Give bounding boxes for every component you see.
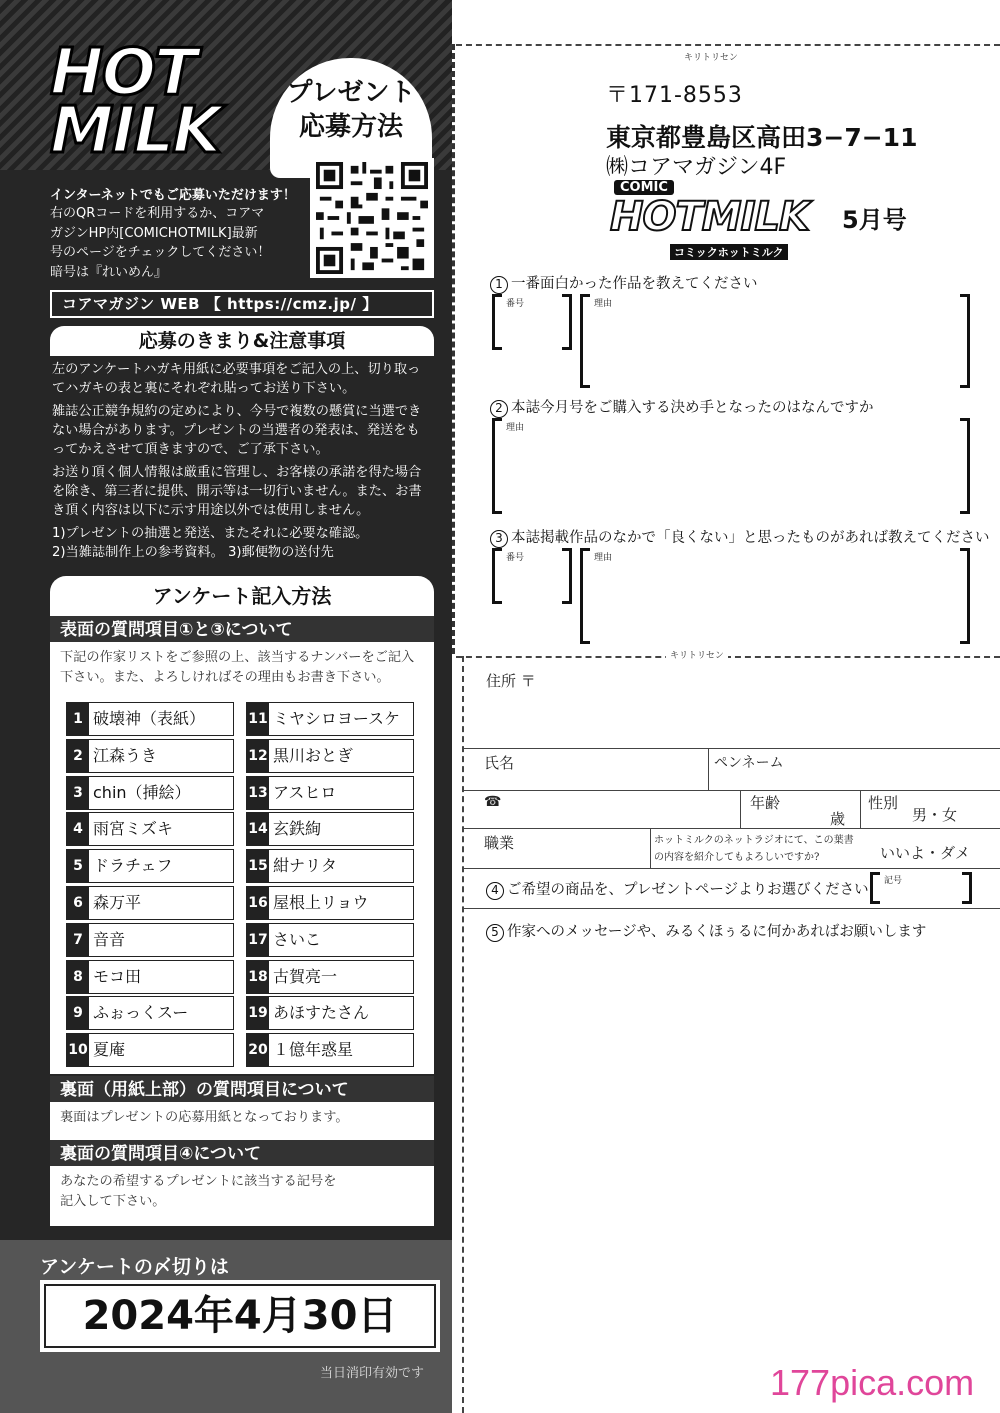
author-list-item <box>66 996 234 1030</box>
rule-use-2: 2)当雑誌制作上の参考資料。 3)郵便物の送付先 <box>52 545 334 560</box>
author-number: 12 <box>247 740 269 772</box>
rule-paragraph: 左のアンケートハガキ用紙に必要事項をご記入の上、切り取ってハガキの表と裏にそれぞれ貼ってお送り下さい。 <box>52 362 421 396</box>
penname-label: ペンネーム <box>714 755 784 771</box>
author-name: １億年惑星 <box>273 1040 354 1060</box>
job-field[interactable] <box>462 828 650 868</box>
author-number: 9 <box>67 997 89 1029</box>
cut-label-top: キリトリセン <box>680 50 742 63</box>
section-back-top-title: 裏面（用紙上部）の質問項目について <box>50 1076 434 1104</box>
radio-permission-options[interactable]: いいよ・ダメ <box>880 844 971 862</box>
author-number: 7 <box>67 924 89 956</box>
author-list-item <box>66 1033 234 1067</box>
q3-reason-field[interactable] <box>580 548 970 644</box>
author-name: アスヒロ <box>273 782 337 802</box>
form-divider <box>860 790 861 828</box>
name-field[interactable] <box>462 748 708 790</box>
phone-field[interactable] <box>462 790 740 828</box>
author-name: 夏庵 <box>93 1040 126 1060</box>
author-name: 江森うき <box>93 745 158 765</box>
author-number: 1 <box>67 703 89 735</box>
author-number: 15 <box>247 850 269 882</box>
qr-code-graphic <box>314 162 430 274</box>
author-number: 20 <box>247 1034 269 1066</box>
sex-label: 性別 <box>868 794 899 812</box>
author-name: ドラチェフ <box>93 856 173 876</box>
name-label: 氏名 <box>484 754 515 772</box>
author-list-item <box>246 1033 414 1067</box>
deadline-note: 当日消印有効です <box>320 1366 425 1381</box>
address-line-1: 東京都豊島区高田3−7−11 <box>606 123 918 152</box>
author-list-item <box>66 739 234 773</box>
age-label: 年齢 <box>750 794 781 812</box>
author-name: あほすたさん <box>273 1003 370 1023</box>
question-5: 5 作家へのメッセージや、みるくほぅるに何かあればお願いします <box>486 920 926 942</box>
author-list-item <box>246 702 414 736</box>
author-name: ミヤシロヨースケ <box>273 709 401 728</box>
author-name: ふぉっくスー <box>93 1003 189 1023</box>
present-title: プレゼント 応募方法 <box>270 58 432 178</box>
qr-code[interactable] <box>310 158 434 278</box>
form-divider <box>462 908 1000 909</box>
section-front-questions-title: 表面の質問項目①と③について <box>50 616 434 644</box>
author-number: 13 <box>247 777 269 809</box>
author-number: 5 <box>67 850 89 882</box>
author-name: 玄鉄絢 <box>273 819 322 839</box>
section-q4-title: 裏面の質問項目④について <box>50 1140 434 1168</box>
author-list-item <box>246 739 414 773</box>
age-unit: 歳 <box>830 810 846 828</box>
rules-title: 応募のきまり&注意事項 <box>50 326 434 356</box>
question-1: 1 一番面白かった作品を教えてください <box>490 272 758 294</box>
internet-instructions: 右のQRコードを利用するか、コアマ ガジンHP内[COMICHOTMILK]最新 号のページをチェックしてください！ 暗号は『れいめん』 <box>50 206 271 280</box>
issue-label: 5月号 <box>842 206 907 234</box>
author-number: 2 <box>67 740 89 772</box>
address-field[interactable] <box>462 664 1000 748</box>
comic-hotmilk-logo: COMIC HOTMILK コミックホットミルク <box>610 180 809 259</box>
phone-icon: ☎ <box>484 794 502 810</box>
q3-number-field[interactable] <box>492 548 572 604</box>
deadline-label: アンケートの〆切りは <box>40 1256 229 1278</box>
cut-line-vertical <box>462 656 464 1413</box>
author-number: 17 <box>247 924 269 956</box>
age-field[interactable] <box>740 790 860 828</box>
cut-line-top <box>456 44 1000 46</box>
author-number: 14 <box>247 813 269 845</box>
q5-message-field[interactable] <box>462 944 1000 1344</box>
address-label: 住所 〒 <box>486 672 536 690</box>
cut-label-middle: キリトリセン <box>666 648 728 661</box>
job-label: 職業 <box>484 834 515 852</box>
author-number: 10 <box>67 1034 89 1066</box>
watermark: 177pica.com <box>770 1362 975 1403</box>
author-list-item <box>66 702 234 736</box>
q2-reason-label: 理由 <box>506 423 525 433</box>
survey-title: アンケート記入方法 <box>50 576 434 616</box>
author-number: 19 <box>247 997 269 1029</box>
q4-symbol-field[interactable] <box>870 872 974 904</box>
postal-code: 〒171-8553 <box>606 83 743 108</box>
section-q4-body: あなたの希望するプレゼントに該当する記号を 記入して下さい。 <box>50 1168 434 1226</box>
author-name: 屋根上リョウ <box>273 893 369 912</box>
author-list-item <box>246 886 414 920</box>
author-name: 雨宮ミズキ <box>93 819 174 839</box>
author-number: 4 <box>67 813 89 845</box>
author-list-item <box>66 776 234 810</box>
author-list-item <box>66 812 234 846</box>
radio-permission-question: ホットミルクのネットラジオにて、この葉書 の内容を紹介してもよろしいですか? <box>654 835 854 863</box>
question-4: 4 ご希望の商品を、プレゼントページよりお選びください <box>486 878 869 900</box>
section-back-top-body: 裏面はプレゼントの応募用紙となっております。 <box>50 1104 434 1140</box>
author-name: モコ田 <box>93 966 142 986</box>
author-name: 音音 <box>93 929 126 949</box>
author-name: 古賀亮一 <box>273 966 338 986</box>
penname-field[interactable] <box>708 748 1000 790</box>
hotmilk-logo: HOT MILK <box>50 36 220 168</box>
section-front-questions-body: 下記の作家リストをご参照の上、該当するナンバーをご記入下さい。また、よろしければその理由もお書き下さい。 <box>50 644 434 698</box>
author-number: 16 <box>247 887 269 919</box>
author-number: 18 <box>247 961 269 993</box>
cut-line-middle <box>456 656 1000 658</box>
rule-paragraph: お送り頂く個人情報は厳重に管理し、お客様の承諾を得た場合を除き、第三者に提供、開示等は一切行いません。また、お書き頂く内容は以下に示す用途以外では使用しません。 <box>52 465 422 518</box>
author-list-item <box>246 849 414 883</box>
rules-body <box>50 356 434 566</box>
q1-number-label: 番号 <box>506 299 525 309</box>
rule-use-1: 1)プレゼントの抽選と発送、またそれに必要な確認。 <box>52 526 369 541</box>
address-line-2: ㈱コアマガジン4F <box>606 155 787 180</box>
author-name: 破壊神（表紙） <box>93 709 206 728</box>
author-name: 紺ナリタ <box>273 856 338 876</box>
question-2: 2 本誌今月号をご購入する決め手となったのはなんですか <box>490 396 874 418</box>
q4-symbol-label: 記号 <box>884 876 903 886</box>
author-number: 6 <box>67 887 89 919</box>
question-3: 3 本誌掲載作品のなかで「良くない」と思ったものがあれば教えてください <box>490 526 990 548</box>
author-list-item <box>246 996 414 1030</box>
author-number: 11 <box>247 703 269 735</box>
form-divider <box>462 868 1000 869</box>
cmz-web-link[interactable]: コアマガジン WEB 【 https://cmz.jp/ 】 <box>50 290 434 318</box>
internet-heading: インターネットでもご応募いただけます！ <box>50 188 296 203</box>
author-number: 3 <box>67 777 89 809</box>
q1-reason-label: 理由 <box>594 299 613 309</box>
author-number: 8 <box>67 961 89 993</box>
author-list-item <box>66 923 234 957</box>
author-list-item <box>246 812 414 846</box>
author-name: 黒川おとぎ <box>273 745 354 765</box>
form-divider <box>650 828 651 868</box>
sex-options[interactable]: 男・女 <box>912 806 958 824</box>
author-list-item <box>246 776 414 810</box>
author-list-item <box>66 886 234 920</box>
author-list-item <box>246 923 414 957</box>
author-name: 森万平 <box>93 893 142 912</box>
rule-paragraph: 雑誌公正競争規約の定めにより、今号で複数の懸賞に当選できない場合があります。プレゼントの当選者の発表は、発送をもってかえさせて頂きますので、ご了承下さい。 <box>52 404 422 457</box>
q1-reason-field[interactable] <box>580 294 970 388</box>
deadline-date: 2024年4月30日 <box>40 1280 440 1352</box>
q3-number-label: 番号 <box>506 553 525 563</box>
author-list-item <box>246 960 414 994</box>
author-name: さいこ <box>273 929 322 949</box>
author-list-item <box>66 849 234 883</box>
q1-number-field[interactable] <box>492 294 572 350</box>
q3-reason-label: 理由 <box>594 553 613 563</box>
author-list-item <box>66 960 234 994</box>
q2-reason-field[interactable] <box>492 418 970 514</box>
author-name: chin（挿絵） <box>93 782 191 802</box>
